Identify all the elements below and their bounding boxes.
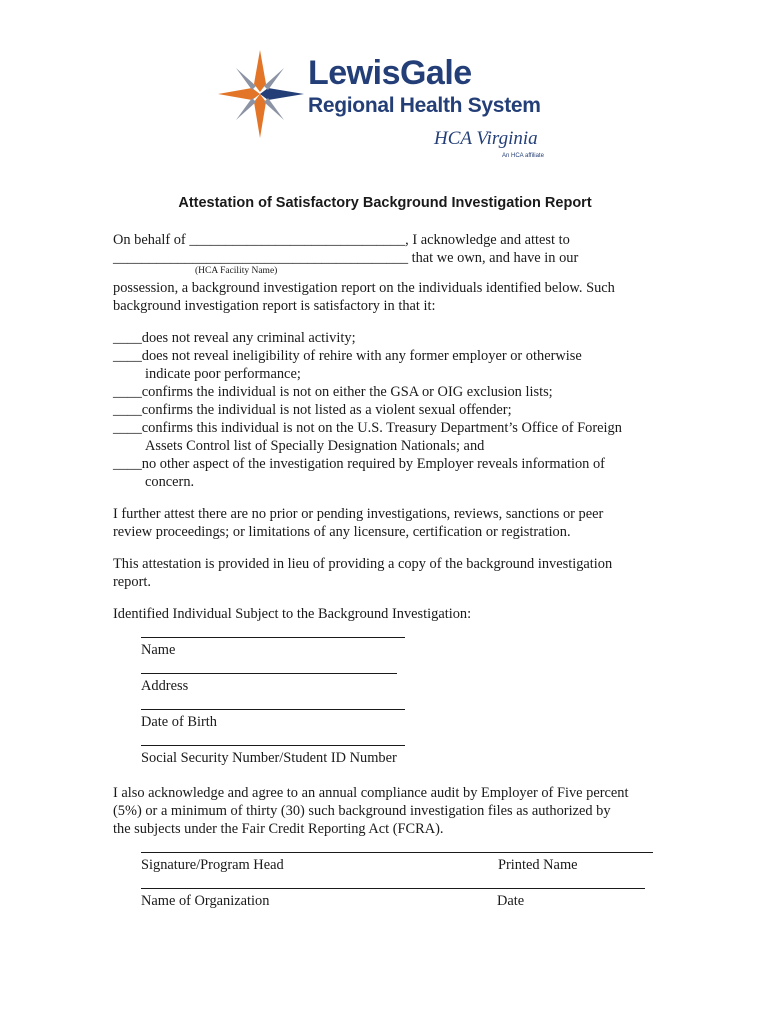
checklist-item-cont: indicate poor performance; (145, 366, 301, 382)
facility-name-label: (HCA Facility Name) (195, 266, 278, 276)
lieu-line-1: This attestation is provided in lieu of providing a copy of the background investigation (113, 556, 613, 572)
logo-brand-name: LewisGale (308, 54, 472, 92)
address-line[interactable] (141, 673, 397, 674)
name-label: Name (141, 642, 176, 658)
organization-line[interactable] (141, 888, 645, 889)
intro-line-3: possession, a background investigation report on the individuals identified below. Such (113, 280, 615, 296)
audit-line-2: (5%) or a minimum of thirty (30) such background investigation files as authorized by (113, 803, 611, 819)
checklist-item: ____confirms the individual is not on either the GSA or OIG exclusion lists; (113, 384, 553, 400)
checklist-item-cont: concern. (145, 474, 195, 490)
logo-parent: HCA Virginia (434, 128, 538, 149)
logo-subtitle: Regional Health System (308, 94, 541, 117)
checklist-item: ____confirms the individual is not listed as a violent sexual offender; (113, 402, 512, 418)
lewisgale-logo (212, 44, 562, 174)
printed-name-label: Printed Name (498, 857, 578, 873)
intro-line-1: On behalf of ______________________________, I acknowledge and attest to (113, 232, 570, 248)
document-title: Attestation of Satisfactory Background Investigation Report (178, 195, 592, 211)
signature-line[interactable] (141, 852, 653, 853)
date-of-birth-label: Date of Birth (141, 714, 217, 730)
intro-line-2: _________________________________________ that we own, and have in our (113, 250, 579, 266)
name-line[interactable] (141, 637, 405, 638)
checklist-item-cont: Assets Control list of Specially Designation Nationals; and (145, 438, 485, 454)
audit-line-1: I also acknowledge and agree to an annual compliance audit by Employer of Five percent (113, 785, 629, 801)
ssn-label: Social Security Number/Student ID Number (141, 750, 397, 766)
further-line-2: review proceedings; or limitations of any licensure, certification or registration. (113, 524, 571, 540)
ssn-line[interactable] (141, 745, 405, 746)
date-of-birth-line[interactable] (141, 709, 405, 710)
address-label: Address (141, 678, 189, 694)
date-label: Date (497, 893, 525, 909)
checklist-item: ____does not reveal ineligibility of rehire with any former employer or otherwise (113, 348, 582, 364)
star-logo-icon (212, 44, 308, 144)
organization-label: Name of Organization (141, 893, 270, 909)
audit-line-3: the subjects under the Fair Credit Reporting Act (FCRA). (113, 821, 444, 837)
intro-line-4: background investigation report is satisfactory in that it: (113, 298, 436, 314)
checklist-item: ____no other aspect of the investigation required by Employer reveals information of (113, 456, 605, 472)
checklist-item: ____confirms this individual is not on the U.S. Treasury Department’s Office of Foreign (113, 420, 622, 436)
subject-heading: Identified Individual Subject to the Background Investigation: (113, 606, 472, 622)
further-line-1: I further attest there are no prior or pending investigations, reviews, sanctions or peer (113, 506, 604, 522)
signature-label: Signature/Program Head (141, 857, 284, 873)
logo-affiliate: An HCA affiliate (502, 153, 544, 159)
lieu-line-2: report. (113, 574, 151, 590)
checklist-item: ____does not reveal any criminal activity; (113, 330, 356, 346)
